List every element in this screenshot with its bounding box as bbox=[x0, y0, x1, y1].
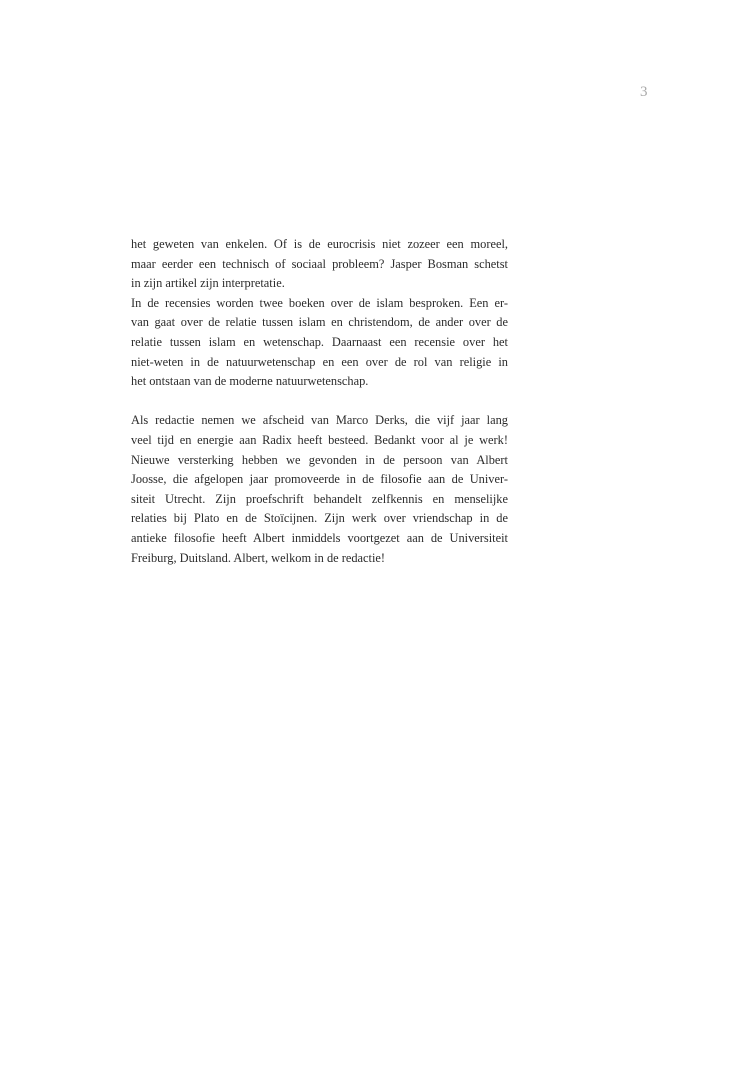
body-text bbox=[131, 235, 508, 568]
text-line: Joosse, die afgelopen jaar promoveerde in de filosofie aan de Univer- bbox=[131, 472, 508, 487]
text-line: van gaat over de relatie tussen islam en christendom, de ander over de bbox=[131, 315, 508, 330]
text-line: relaties bij Plato en de Stoïcijnen. Zijn werk over vriendschap in de bbox=[131, 511, 508, 526]
text-line: In de recensies worden twee boeken over de islam besproken. Een er- bbox=[131, 295, 508, 310]
paragraph-3 bbox=[131, 411, 508, 568]
page-number: 3 bbox=[640, 84, 648, 100]
text-line: het geweten van enkelen. Of is de eurocrisis niet zozeer een moreel, bbox=[131, 237, 508, 251]
paragraph-spacer bbox=[131, 392, 508, 412]
paragraph-1 bbox=[131, 235, 508, 294]
text-line: relatie tussen islam en wetenschap. Daarnaast een recensie over het bbox=[131, 334, 508, 349]
text-line: antieke filosofie heeft Albert inmiddels voortgezet aan de Universiteit bbox=[131, 530, 508, 545]
text-line: in zijn artikel zijn interpretatie. bbox=[131, 276, 285, 291]
text-line: het ontstaan van de moderne natuurwetenschap. bbox=[131, 374, 369, 389]
text-line: Nieuwe versterking hebben we gevonden in de persoon van Albert bbox=[131, 452, 508, 467]
text-line: niet-weten in de natuurwetenschap en een over de rol van religie in bbox=[131, 354, 508, 369]
text-line: siteit Utrecht. Zijn proefschrift behandelt zelfkennis en menselijke bbox=[131, 491, 508, 506]
text-line: maar eerder een technisch of sociaal probleem? Jasper Bosman schetst bbox=[131, 256, 508, 271]
text-line: Als redactie nemen we afscheid van Marco Derks, die vijf jaar lang bbox=[131, 413, 508, 428]
paragraph-2 bbox=[131, 294, 508, 392]
text-line: veel tijd en energie aan Radix heeft besteed. Bedankt voor al je werk! bbox=[131, 432, 508, 447]
text-line: Freiburg, Duitsland. Albert, welkom in de redactie! bbox=[131, 550, 386, 565]
